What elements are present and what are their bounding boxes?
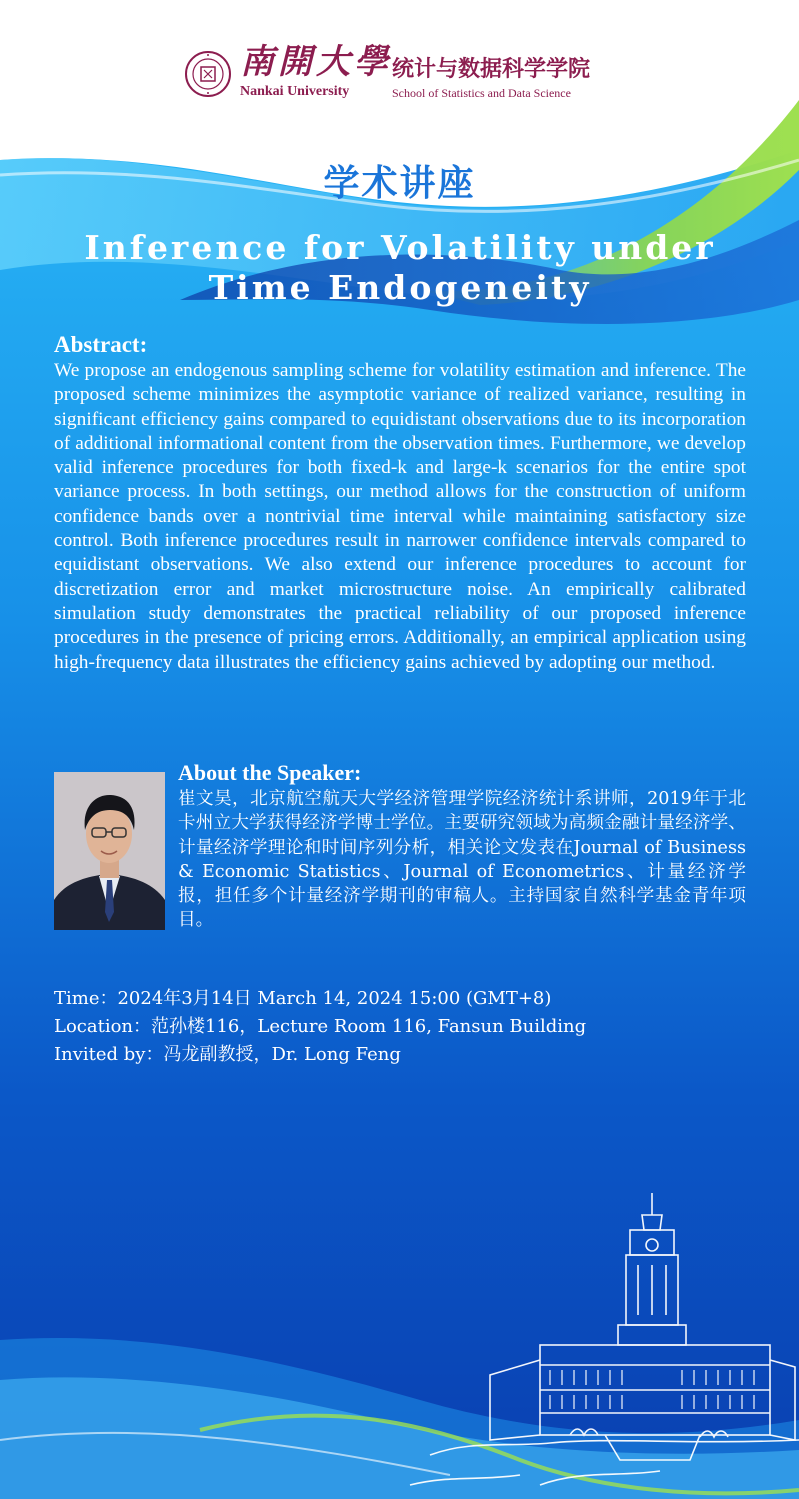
speaker-bio: 崔文昊，北京航空航天大学经济管理学院经济统计系讲师，2019年于北卡州立大学获得经济学博士学位。主要研究领域为高频金融计量经济学、计量经济学理论和时间序列分析，相关论文发表在Journal of Business & Economic Statistics、Journal of Econometrics、计量经济学报，担任多个计量经济学期刊的审稿人。主持国家自然科学基金青年项目。	[178, 789, 746, 931]
speaker-heading: About the Speaker:	[178, 760, 362, 785]
school-name-cn: 统计与数据科学学院	[392, 56, 591, 82]
school-name-en: School of Statistics and Data Science	[392, 86, 571, 100]
campus-building-illustration	[390, 1185, 799, 1499]
abstract-body: We propose an endogenous sampling scheme for volatility estimation and inference. The proposed scheme minimizes the asymptotic variance of realized variance, resulting in significant efficiency gains compared to equidistant observations due to its incorporation of additional informational content from the observation times. Furthermore, we develop valid inference procedures for both fixed-k and large-k scenarios for the entire spot variance process. In both settings, our method allows for the construction of uniform confidence bands over a nontrivial time interval while maintaining satisfactory size control. Both inference procedures result in narrower confidence intervals compared to equidistant observations. We also extend our inference procedures to account for discretization error and market microstructure noise. An empirically calibrated simulation study demonstrates the practical reliability of our proposed inference procedures in the presence of pricing errors. Additionally, an empirical application using high-frequency data illustrates the efficiency gains achieved by adopting our method.	[54, 360, 746, 673]
lecture-title-line-1: Inference for Volatility under	[84, 228, 716, 267]
lecture-title	[60, 228, 740, 308]
event-type-heading: 学术讲座	[323, 163, 476, 204]
event-time: Time：2024年3月14日 March 14, 2024 15:00 (GMT+8)	[54, 988, 552, 1009]
lecture-title-line-2: Time Endogeneity	[208, 268, 592, 307]
event-location: Location：范孙楼116，Lecture Room 116, Fansun Building	[54, 1016, 587, 1037]
university-name-cn: 南開大學	[240, 42, 392, 82]
speaker-portrait-icon	[54, 772, 165, 930]
event-host: Invited by：冯龙副教授，Dr. Long Feng	[54, 1044, 401, 1065]
abstract-heading: Abstract:	[54, 332, 148, 357]
university-name-en: Nankai University	[240, 84, 350, 99]
speaker-photo	[54, 772, 165, 930]
university-seal-icon	[184, 50, 232, 98]
